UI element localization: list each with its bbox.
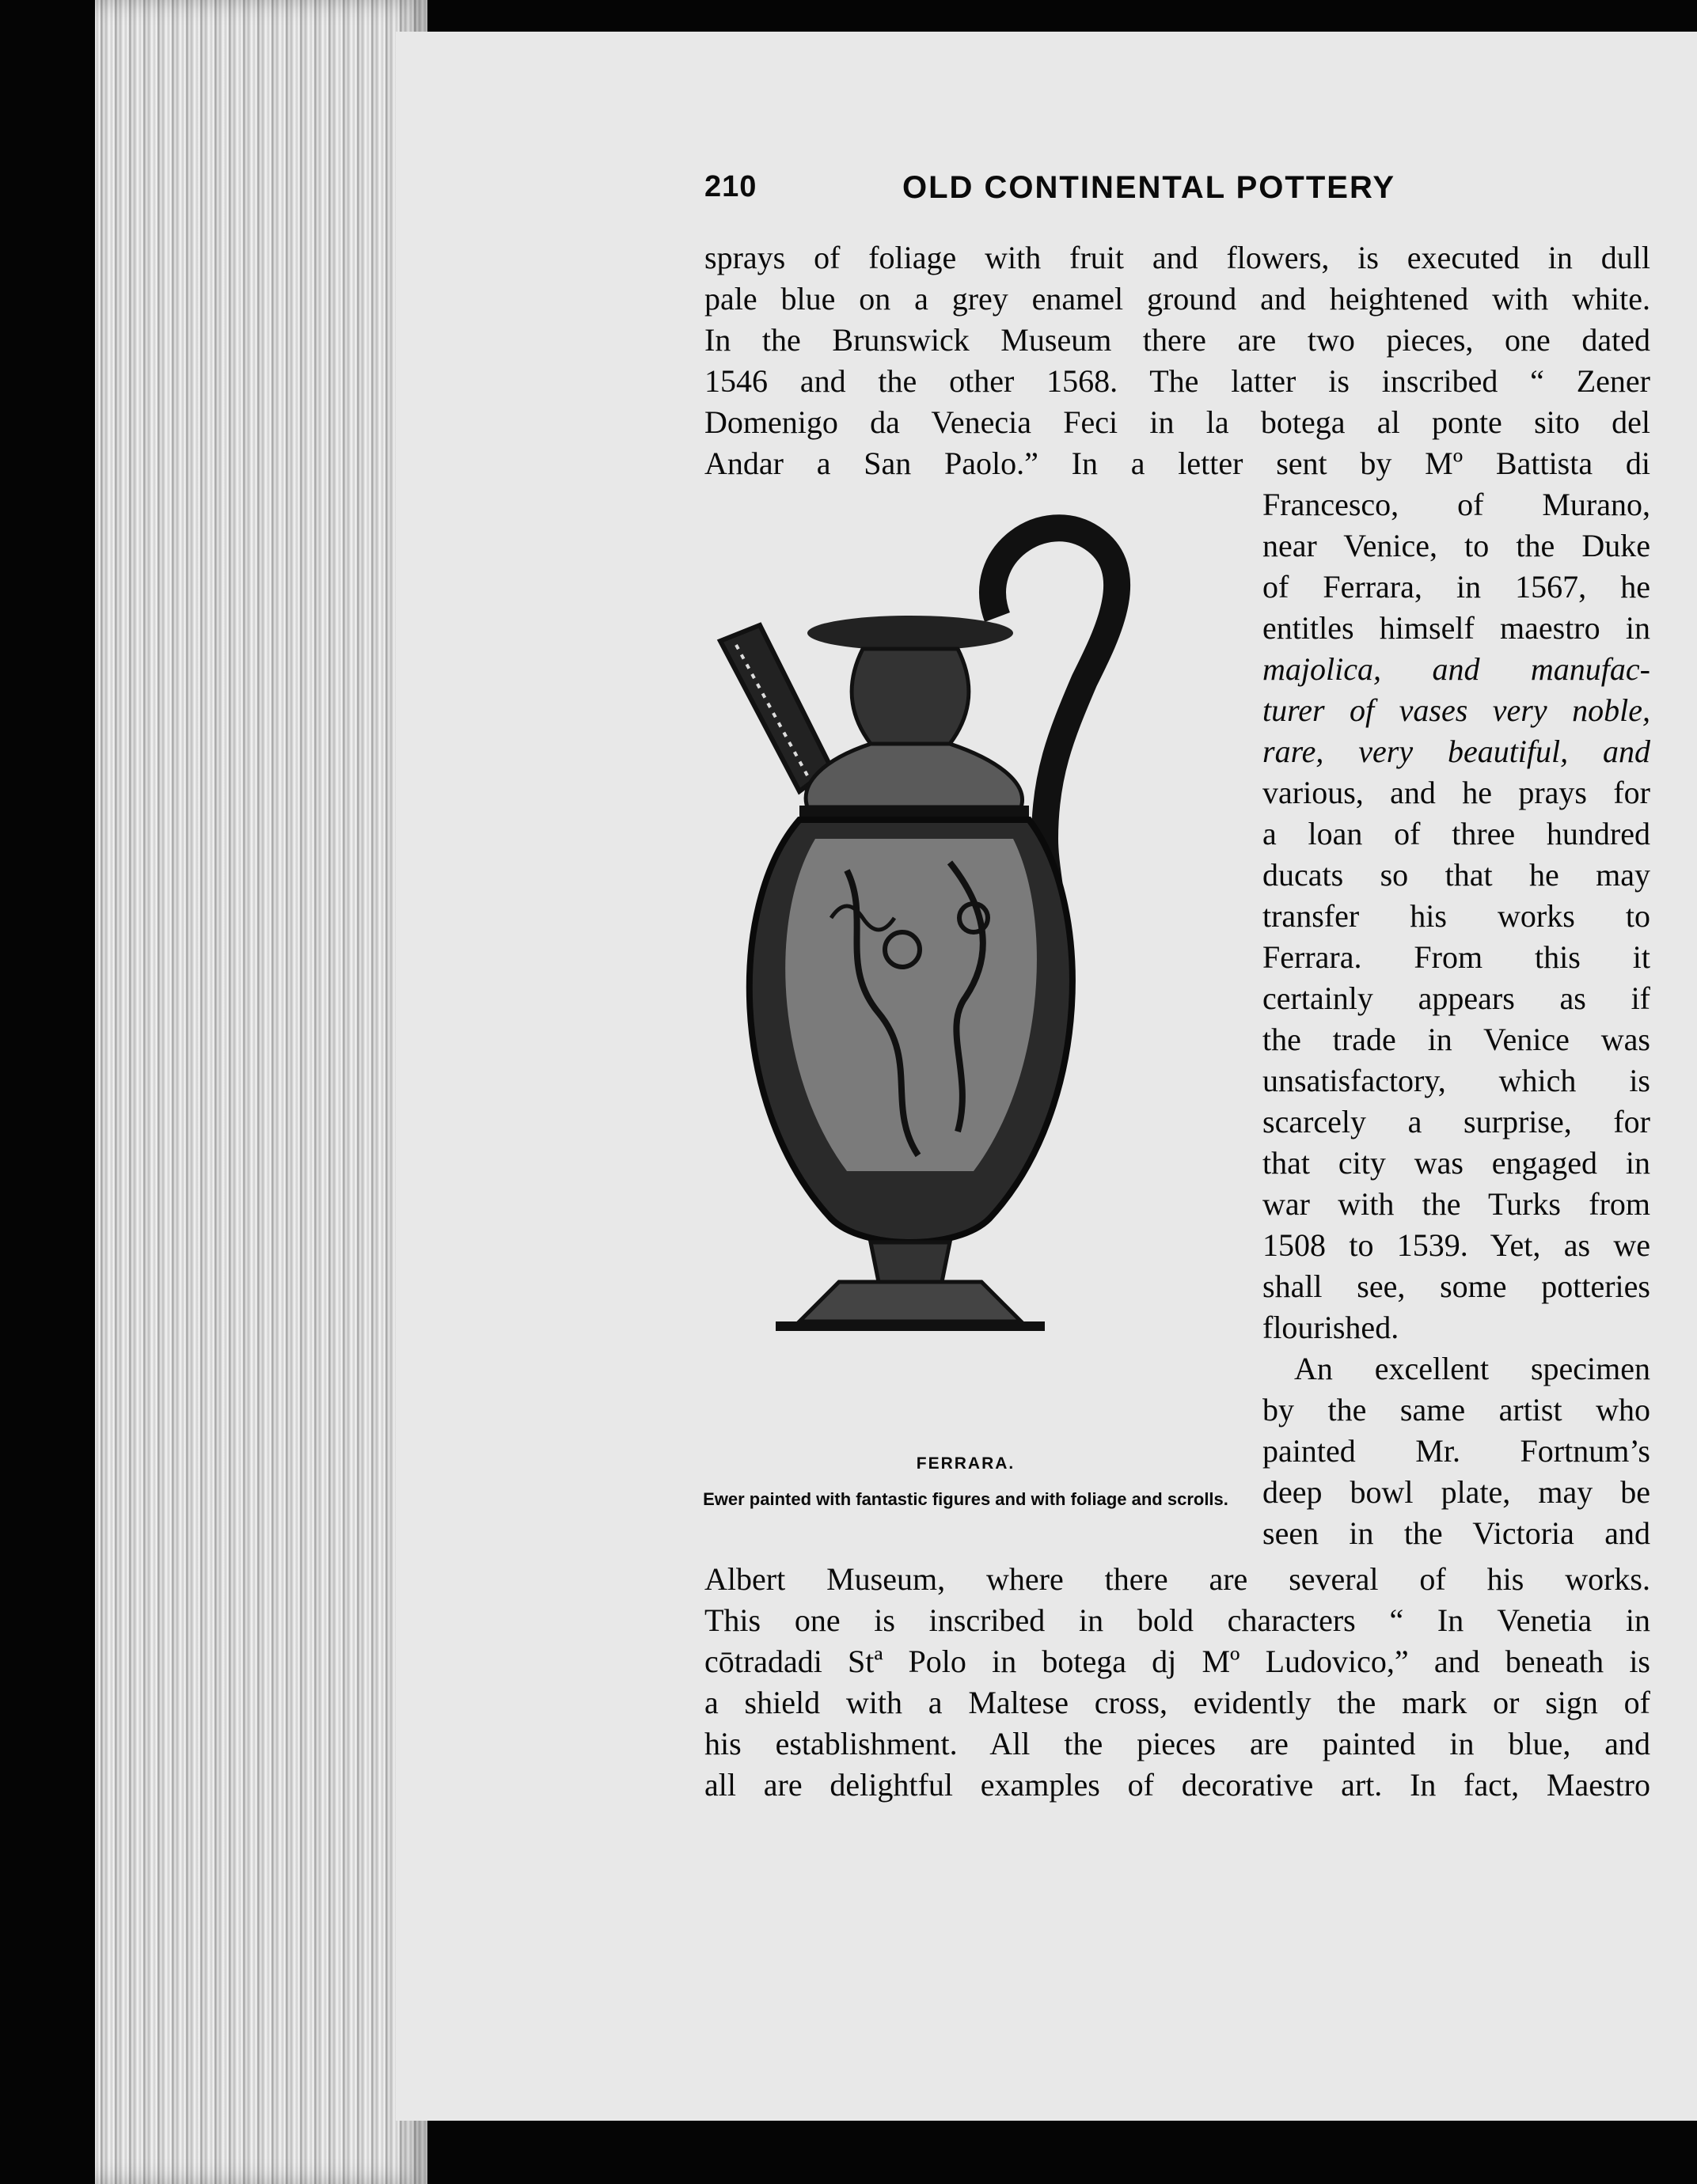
body-line: entitles himself maestro in — [1262, 610, 1650, 646]
body-line: certainly appears as if — [1262, 980, 1650, 1016]
body-line: unsatisfactory, which is — [1262, 1063, 1650, 1098]
body-line: transfer his works to — [1262, 898, 1650, 934]
body-line: 1546 and the other 1568. The latter is inscribed “ Zener — [704, 363, 1650, 399]
body-line: rare, very beautiful, and — [1262, 734, 1650, 769]
body-line: 1508 to 1539. Yet, as we — [1262, 1227, 1650, 1263]
body-line: near Venice, to the Duke — [1262, 528, 1650, 563]
body-line: pale blue on a grey enamel ground and heightened with white. — [704, 281, 1650, 317]
body-line: flourished. — [1262, 1310, 1399, 1345]
body-line: Andar a San Paolo.” In a letter sent by Mº Battista di — [704, 446, 1650, 481]
figure-caption-title: FERRARA. — [916, 1454, 1016, 1473]
figure-caption-text: Ewer painted with fantastic figures and with foliage and scrolls. — [703, 1489, 1228, 1509]
body-line: Albert Museum, where there are several of his works. — [704, 1561, 1650, 1597]
running-title: OLD CONTINENTAL POTTERY — [902, 170, 1396, 205]
body-line: deep bowl plate, may be — [1262, 1474, 1650, 1510]
page-number: 210 — [704, 170, 757, 203]
body-line: sprays of foliage with fruit and flowers, is executed in dull — [704, 240, 1650, 275]
body-line: of Ferrara, in 1567, he — [1262, 569, 1650, 605]
body-line: painted Mr. Fortnum’s — [1262, 1433, 1650, 1469]
body-line: Francesco, of Murano, — [1262, 487, 1650, 522]
body-line: seen in the Victoria and — [1262, 1515, 1650, 1551]
body-line: ducats so that he may — [1262, 857, 1650, 893]
body-line: shall see, some potteries — [1262, 1268, 1650, 1304]
body-line: that city was engaged in — [1262, 1145, 1650, 1181]
ewer-illustration — [712, 506, 1203, 1440]
body-line: war with the Turks from — [1262, 1186, 1650, 1222]
page-header — [704, 170, 1654, 218]
body-line: In the Brunswick Museum there are two pieces, one dated — [704, 322, 1650, 358]
body-line: by the same artist who — [1262, 1392, 1650, 1428]
body-line: An excellent specimen — [1294, 1351, 1650, 1386]
body-line: his establishment. All the pieces are painted in blue, and — [704, 1726, 1650, 1761]
body-line: Domenigo da Venecia Feci in la botega al ponte sito del — [704, 404, 1650, 440]
body-line: various, and he prays for — [1262, 775, 1650, 810]
body-line: scarcely a surprise, for — [1262, 1104, 1650, 1139]
body-line: the trade in Venice was — [1262, 1022, 1650, 1057]
body-line: majolica, and manufac- — [1262, 651, 1650, 687]
body-line: all are delightful examples of decorative art. In fact, Maestro — [704, 1767, 1650, 1803]
body-line: Ferrara. From this it — [1262, 939, 1650, 975]
body-line: This one is inscribed in bold characters “ In Venetia in — [704, 1602, 1650, 1638]
body-line: a shield with a Maltese cross, evidently the mark or sign of — [704, 1685, 1650, 1720]
body-line: turer of vases very noble, — [1262, 692, 1650, 728]
body-line: cōtradadi Stª Polo in botega dj Mº Ludovico,” and beneath is — [704, 1644, 1650, 1679]
book-page-edges — [95, 0, 427, 2184]
body-line: a loan of three hundred — [1262, 816, 1650, 851]
